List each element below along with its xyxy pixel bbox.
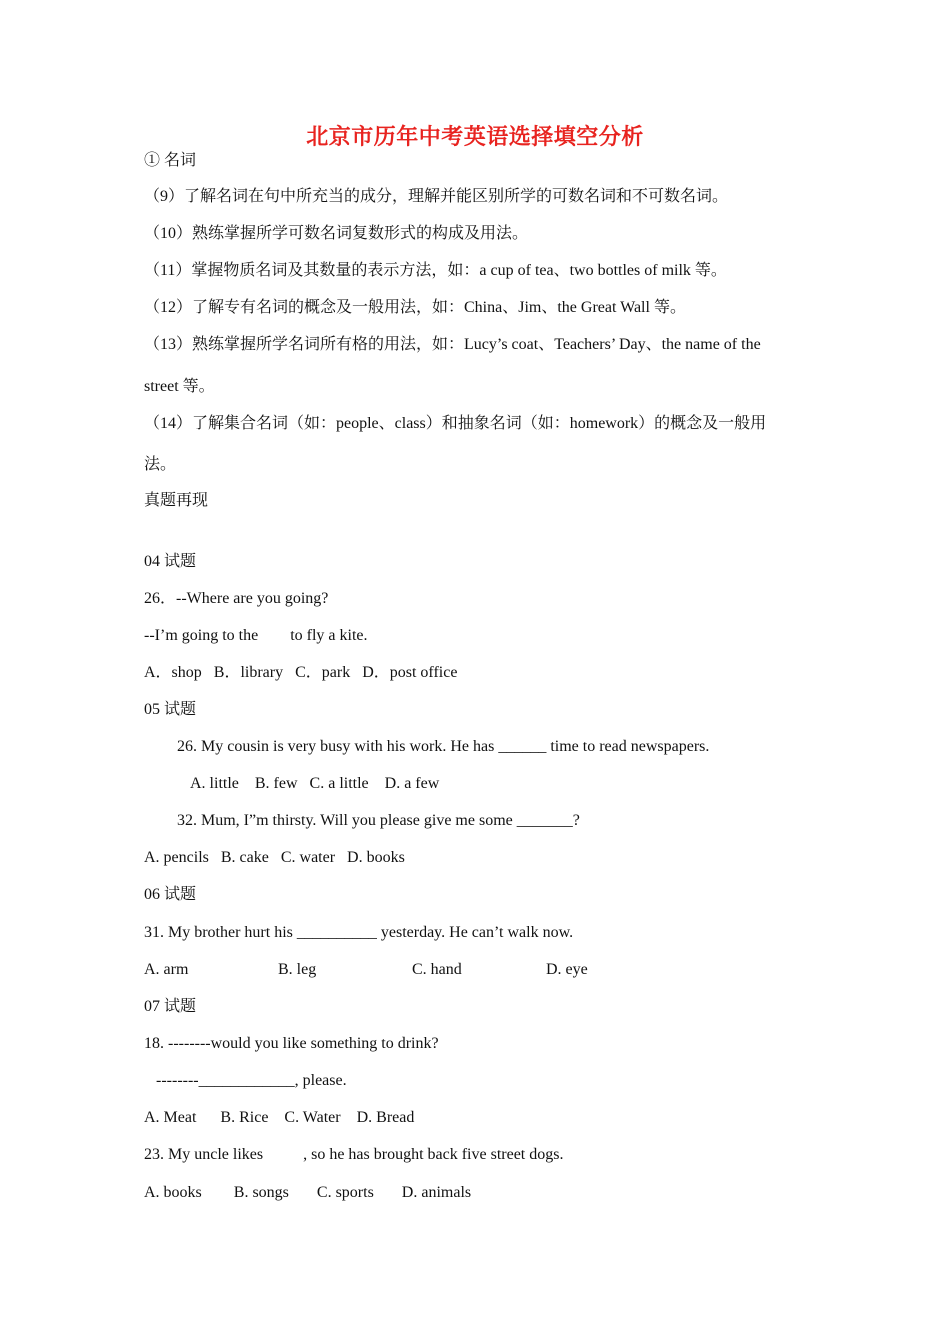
- objective-12: （12）了解专有名词的概念及一般用法，如：China、Jim、the Great Wall 等。: [144, 299, 686, 316]
- page-title: 北京市历年中考英语选择填空分析: [306, 124, 644, 149]
- objective-11: （11）掌握物质名词及其数量的表示方法，如：a cup of tea、two bottles of milk 等。: [144, 262, 727, 279]
- objective-14-line2: 法。: [144, 456, 177, 473]
- question-05-26: 26. My cousin is very busy with his work. He has ______ time to read newspapers.: [177, 738, 710, 755]
- question-07-18-line2: --------____________, please.: [144, 1072, 347, 1089]
- objective-9: （9）了解名词在句中所充当的成分，理解并能区别所学的可数名词和不可数名词。: [144, 188, 729, 205]
- question-04-26-line1: 26．--Where are you going?: [144, 590, 329, 607]
- option-b: B. leg: [278, 961, 317, 978]
- option-d: D. eye: [546, 961, 588, 978]
- question-05-32-options: A. pencils B. cake C. water D. books: [144, 849, 405, 866]
- question-07-18-options: A. Meat B. Rice C. Water D. Bread: [144, 1109, 415, 1126]
- section-heading: ① 名词: [144, 152, 197, 169]
- question-07-18-line1: 18. --------would you like something to drink?: [144, 1035, 439, 1052]
- question-07-23: 23. My uncle likes , so he has brought back five street dogs.: [144, 1146, 564, 1163]
- year-06-label: 06 试题: [144, 886, 197, 903]
- year-05-label: 05 试题: [144, 701, 197, 718]
- question-06-31: 31. My brother hurt his __________ yesterday. He can’t walk now.: [144, 924, 574, 941]
- year-04-label: 04 试题: [144, 553, 197, 570]
- option-a: A. arm: [144, 961, 189, 978]
- year-07-label: 07 试题: [144, 998, 197, 1015]
- question-05-26-options: A. little B. few C. a little D. a few: [190, 775, 440, 792]
- objective-13-line2: street 等。: [144, 378, 215, 395]
- question-04-26-line2: --I’m going to the to fly a kite.: [144, 627, 368, 644]
- objective-10: （10）熟练掌握所学可数名词复数形式的构成及用法。: [144, 225, 529, 242]
- question-05-32: 32. Mum, I”m thirsty. Will you please give me some _______?: [177, 812, 580, 829]
- objective-14-line1: （14）了解集合名词（如：people、class）和抽象名词（如：homework）的概念及一般用: [144, 415, 767, 432]
- question-07-23-options: A. books B. songs C. sports D. animals: [144, 1184, 472, 1201]
- question-04-26-options: A．shop B．library C．park D．post office: [144, 664, 458, 681]
- option-c: C. hand: [412, 961, 462, 978]
- subheading: 真题再现: [144, 492, 209, 509]
- objective-13-line1: （13）熟练掌握所学名词所有格的用法，如：Lucy’s coat、Teachers’ Day、the name of the: [144, 336, 761, 353]
